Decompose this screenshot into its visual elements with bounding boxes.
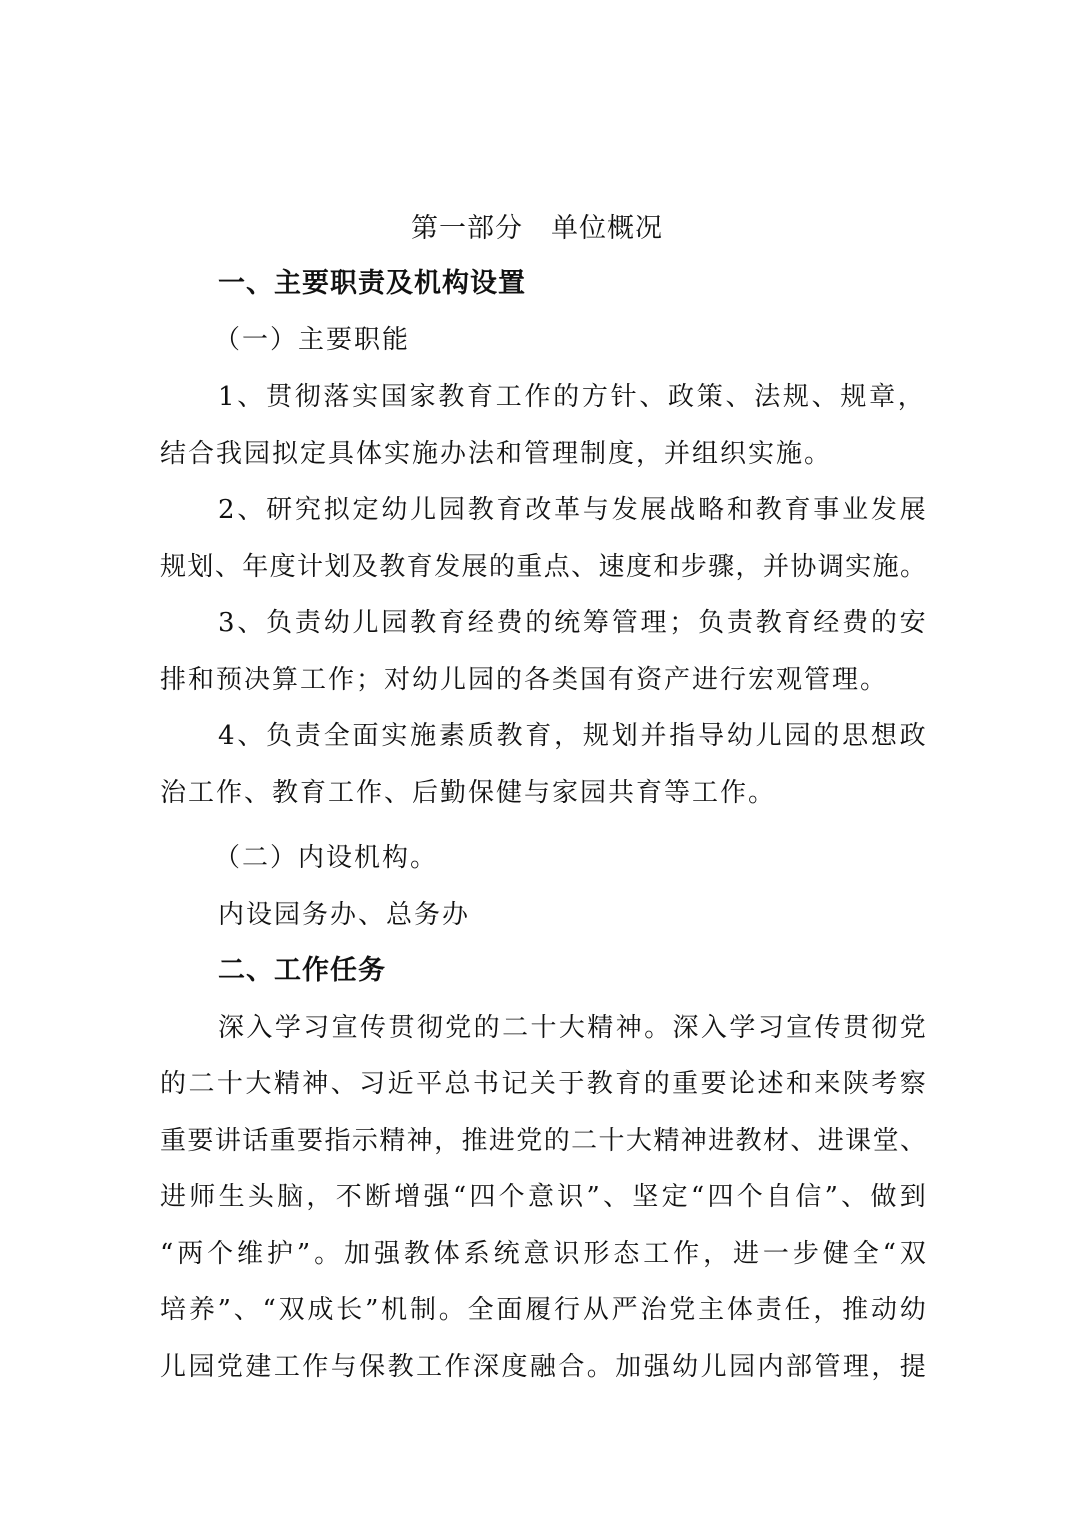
paragraph-line: 儿 园 党 建 工 作 与 保 教 工 作 深 度 融 合 。 加 强 幼 儿 园 内 部 管 理 ， 提: [160, 1352, 926, 1382]
paragraph-line: 培 养 ” 、 “ 双 成 长 ” 机 制 。 全 面 履 行 从 严 治 党 主 体 责 任 ， 推 动 幼: [160, 1295, 926, 1325]
paragraph-line: 结合我园拟定具体实施办法和管理制度，并组织实施。: [160, 439, 833, 469]
paragraph-line: 的 二 十 大 精 神 、 习 近 平 总 书 记 关 于 教 育 的 重 要 论 述 和 来 陕 考 察: [160, 1069, 926, 1099]
subsection-heading-functions: （一）主要职能: [214, 325, 411, 355]
page-title: 第一部分 单位概况: [411, 213, 663, 244]
paragraph-line: 2 、 研 究 拟 定 幼 儿 园 教 育 改 革 与 发 展 战 略 和 教 育 事 业 发 展: [218, 495, 926, 525]
paragraph-line: “ 两 个 维 护 ” 。 加 强 教 体 系 统 意 识 形 态 工 作 ， 进 一 步 健 全 “ 双: [160, 1239, 926, 1269]
paragraph-line: 3 、 负 责 幼 儿 园 教 育 经 费 的 统 筹 管 理 ； 负 责 教 育 经 费 的 安: [218, 608, 926, 638]
paragraph-line: 1 、 贯 彻 落 实 国 家 教 育 工 作 的 方 针 、 政 策 、 法 规 、 规 章 ，: [218, 382, 926, 412]
paragraph-line: 排和预决算工作；对幼儿园的各类国有资产进行宏观管理。: [160, 665, 889, 695]
section-heading-tasks: 二、工作任务: [218, 955, 386, 986]
paragraph-line: 治工作、教育工作、后勤保健与家园共育等工作。: [160, 778, 777, 808]
paragraph-line: 规 划 、 年 度 计 划 及 教 育 发 展 的 重 点 、 速 度 和 步 骤 ， 并 协 调 实 施 。: [160, 552, 926, 582]
subsection-heading-structure: （二）内设机构。: [214, 843, 439, 873]
paragraph-line: 重 要 讲 话 重 要 指 示 精 神 ， 推 进 党 的 二 十 大 精 神 进 教 材 、 进 课 堂 、: [160, 1126, 926, 1156]
section-heading-duties: 一、主要职责及机构设置: [218, 268, 526, 299]
paragraph-line: 4 、 负 责 全 面 实 施 素 质 教 育 ， 规 划 并 指 导 幼 儿 园 的 思 想 政: [218, 721, 926, 751]
paragraph-line: 深 入 学 习 宣 传 贯 彻 党 的 二 十 大 精 神 。 深 入 学 习 宣 传 贯 彻 党: [218, 1013, 926, 1043]
paragraph-line: 进 师 生 头 脑 ， 不 断 增 强 “ 四 个 意 识 ” 、 坚 定 “ 四 个 自 信 ” 、 做 到: [160, 1182, 926, 1212]
paragraph-line: 内设园务办、总务办: [218, 900, 471, 930]
